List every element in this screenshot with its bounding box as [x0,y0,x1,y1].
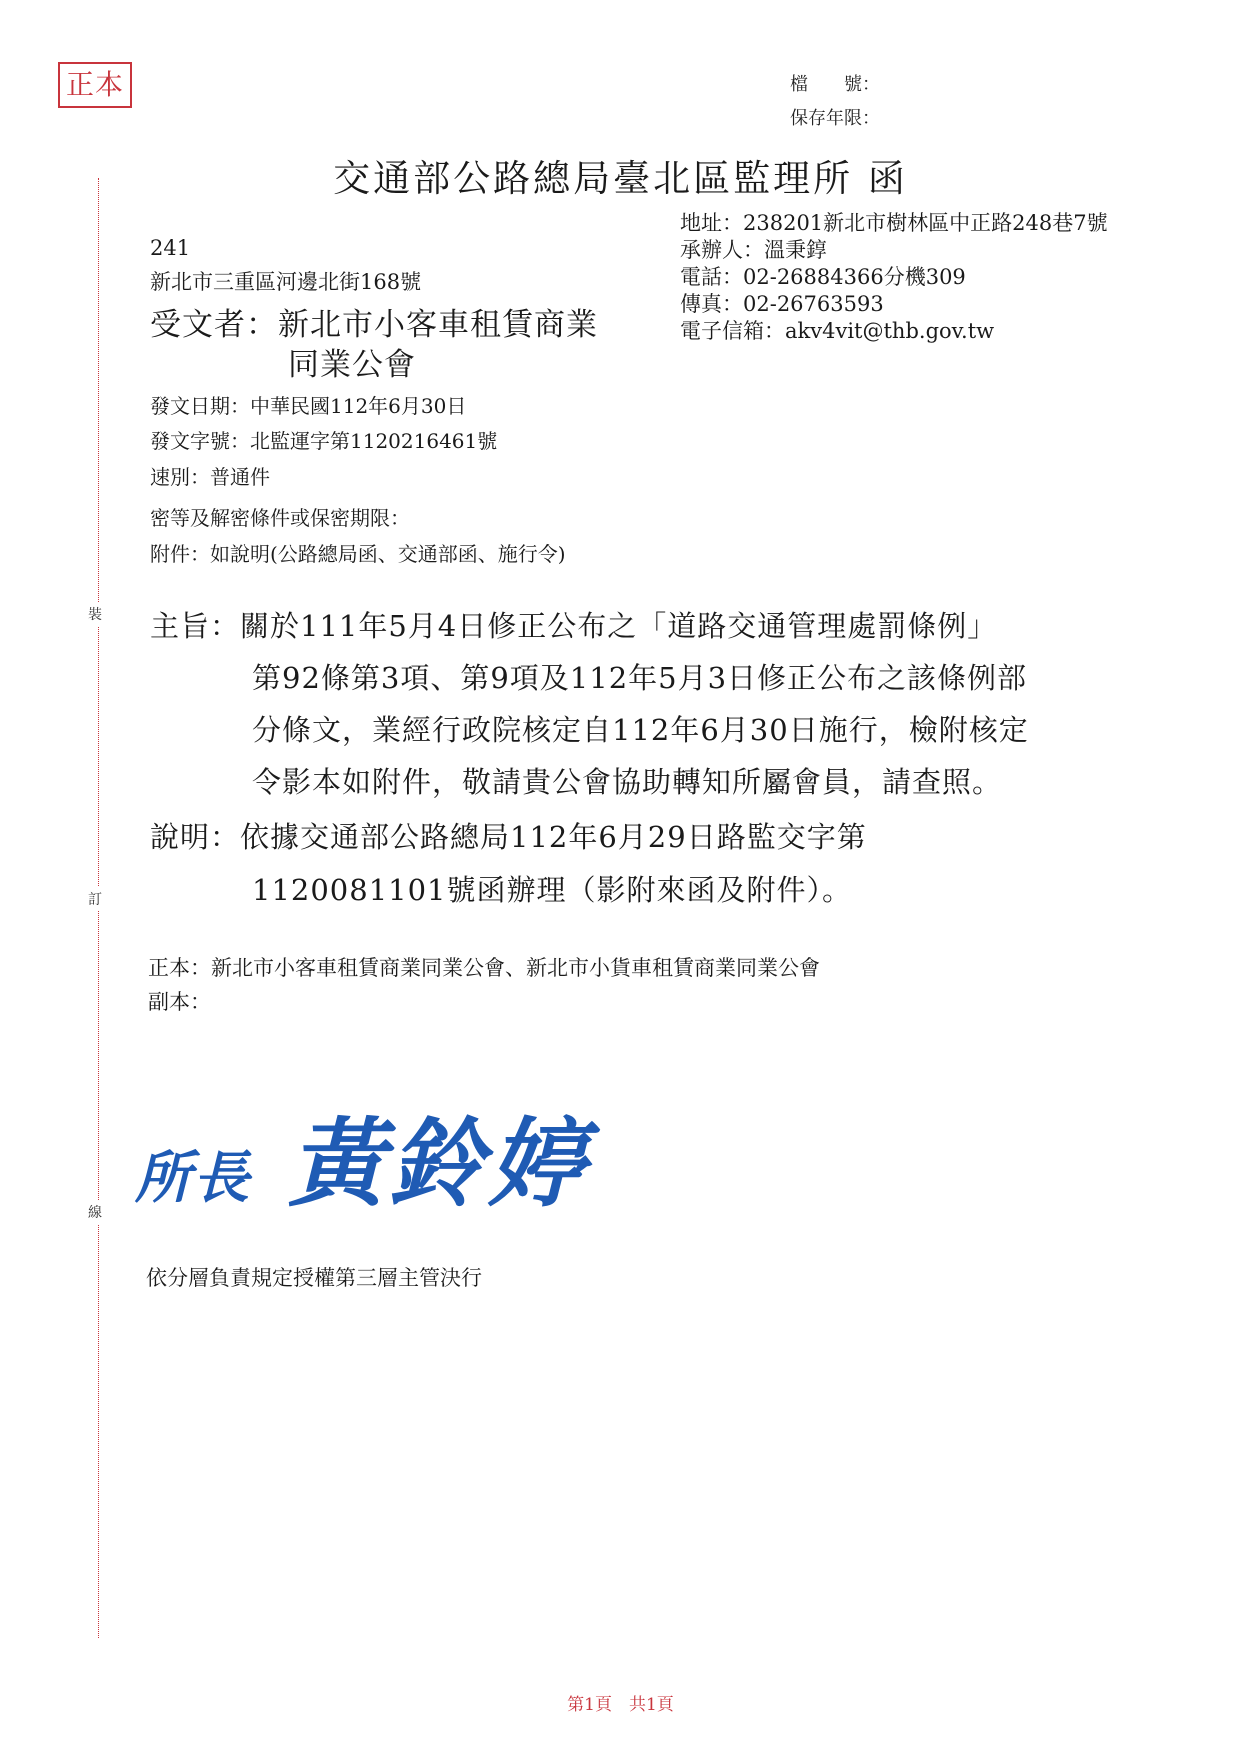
original-stamp: 正本 [58,62,132,108]
recipient [150,305,598,385]
document-title: 交通部公路總局臺北區監理所 函 [333,157,908,200]
sender-fax: 傳真：02-26763593 [680,292,884,316]
explanation-line-1: 說明：依據交通部公路總局112年6月29日路監交字第 [150,820,867,854]
signature-name: 黃鈴婷 [288,1107,589,1220]
recipient-line-1: 受文者：新北市小客車租賃商業 [150,307,598,343]
sender-handler: 承辦人：溫秉錞 [680,238,827,262]
sender-address: 地址：238201新北市樹林區中正路248巷7號 [680,211,1108,235]
delegation-note: 依分層負責規定授權第三層主管決行 [146,1266,482,1290]
explanation-line-2: 1120081101號函辦理（影附來函及附件）。 [252,873,853,907]
margin-mark-staple: 訂 [88,887,102,911]
copy-recipients: 副本： [148,990,211,1014]
margin-mark-line: 線 [88,1200,102,1224]
sender-phone: 電話：02-26884366分機309 [680,265,966,289]
sender-email: 電子信箱：akv4vit@thb.gov.tw [680,319,995,343]
subject-line-2: 第92條第3項、第9項及112年5月3日修正公布之該條例部 [252,661,1028,695]
delivery-speed: 速別：普通件 [150,465,270,489]
recipient-line-2: 同業公會 [288,347,416,383]
subject-line-3: 分條文，業經行政院核定自112年6月30日施行，檢附核定 [252,713,1029,747]
retention-period-label: 保存年限： [790,108,880,129]
recipient-zip: 241 [150,236,191,260]
document-number: 發文字號：北監運字第1120216461號 [150,429,498,453]
subject-line-1: 主旨：關於111年5月4日修正公布之「道路交通管理處罰條例」 [150,609,998,643]
original-recipients: 正本：新北市小客車租賃商業同業公會、新北市小貨車租賃商業同業公會 [148,956,820,980]
margin-mark-bind: 裝 [88,602,102,626]
attachment-info: 附件：如說明(公路總局函、交通部函、施行令) [150,542,566,566]
secrecy-level: 密等及解密條件或保密期限： [150,506,410,530]
page-number: 第1頁 共1頁 [567,1695,674,1715]
signature-title: 所長 [135,1145,251,1211]
file-number-label: 檔 號： [790,74,880,95]
recipient-address: 新北市三重區河邊北街168號 [150,270,422,294]
sender-info [680,210,1108,345]
subject-line-4: 令影本如附件，敬請貴公會協助轉知所屬會員，請查照。 [252,765,1003,799]
director-signature [135,1088,588,1225]
issue-date: 發文日期：中華民國112年6月30日 [150,394,467,418]
